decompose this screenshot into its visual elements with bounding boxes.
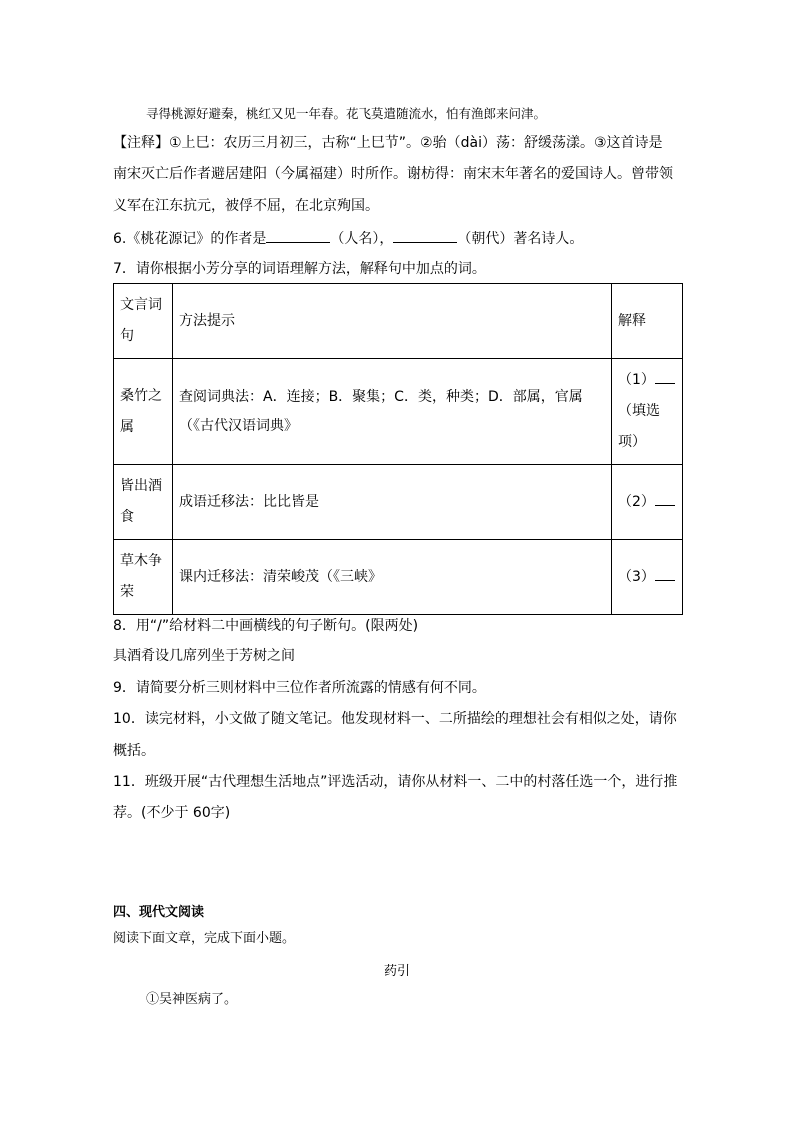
q6-blank-author [266, 228, 330, 243]
row3-answer: （3） [612, 540, 683, 615]
row1-answer: （1）（填选项） [612, 359, 683, 465]
table-header-row [114, 284, 683, 359]
article-first-para: ①吴神医病了。 [146, 992, 238, 1007]
question-11-line2: 荐。(不少于 60字) [113, 805, 231, 821]
table-row [114, 359, 683, 465]
row3-word: 草木争荣 [114, 540, 173, 615]
question-10-line1: 10．读完材料，小文做了随文笔记。他发现材料一、二所描绘的理想社会有相似之处，请你 [113, 711, 677, 727]
header-method: 方法提示 [173, 284, 612, 359]
row3-method: 课内迁移法：清荣峻茂（《三峡》 [173, 540, 612, 615]
q6-part3: （朝代）著名诗人。 [457, 231, 584, 247]
question-8: 8．用“/”给材料二中画横线的句子断句。(限两处) [113, 618, 419, 634]
section-instruction: 阅读下面文章，完成下面小题。 [113, 931, 296, 946]
header-answer: 解释 [612, 284, 683, 359]
header-word: 文言词句 [114, 284, 173, 359]
question-11-line1: 11．班级开展“古代理想生活地点”评选活动，请你从材料一、二中的村落任选一个，进行推 [113, 774, 678, 790]
question-7: 7．请你根据小芳分享的词语理解方法，解释句中加点的词。 [113, 261, 486, 277]
row1-blank [655, 369, 675, 384]
q6-part2: （人名）， [330, 231, 394, 247]
article-title: 药引 [384, 964, 411, 979]
row2-blank [655, 491, 675, 506]
q6-blank-dynasty [393, 228, 457, 243]
row2-answer: （2） [612, 465, 683, 540]
q6-part1: 6.《桃花源记》的作者是 [113, 231, 267, 247]
row2-method: 成语迁移法：比比皆是 [173, 465, 612, 540]
question-8-sentence: 具酒肴设几席列坐于芳树之间 [113, 648, 295, 664]
row2-word: 皆出酒食 [114, 465, 173, 540]
note-line-2: 南宋灭亡后作者避居建阳（今属福建）时所作。谢枋得：南宋末年著名的爱国诗人。曾带领 [113, 166, 673, 182]
vocab-table [113, 283, 683, 615]
row1-word: 桑竹之属 [114, 359, 173, 465]
row3-blank [655, 566, 675, 581]
note-line-3: 义军在江东抗元，被俘不屈，在北京殉国。 [113, 198, 379, 214]
table-row [114, 465, 683, 540]
question-10-line2: 概括。 [113, 743, 155, 759]
question-6 [113, 228, 583, 249]
question-9: 9．请简要分析三则材料中三位作者所流露的情感有何不同。 [113, 680, 486, 696]
table-row [114, 540, 683, 615]
poem-line: 寻得桃源好避秦，桃红又见一年春。花飞莫遣随流水，怕有渔郎来问津。 [146, 106, 547, 121]
note-line-1: 【注释】①上巳：农历三月初三，古称“上巳节”。②骀（dài）荡：舒缓荡漾。③这首诗是 [113, 135, 663, 151]
section-heading: 四、现代文阅读 [113, 905, 205, 920]
row1-method: 查阅词典法：A．连接；B．聚集；C．类，种类；D．部属，官属（《古代汉语词典》 [173, 359, 612, 465]
